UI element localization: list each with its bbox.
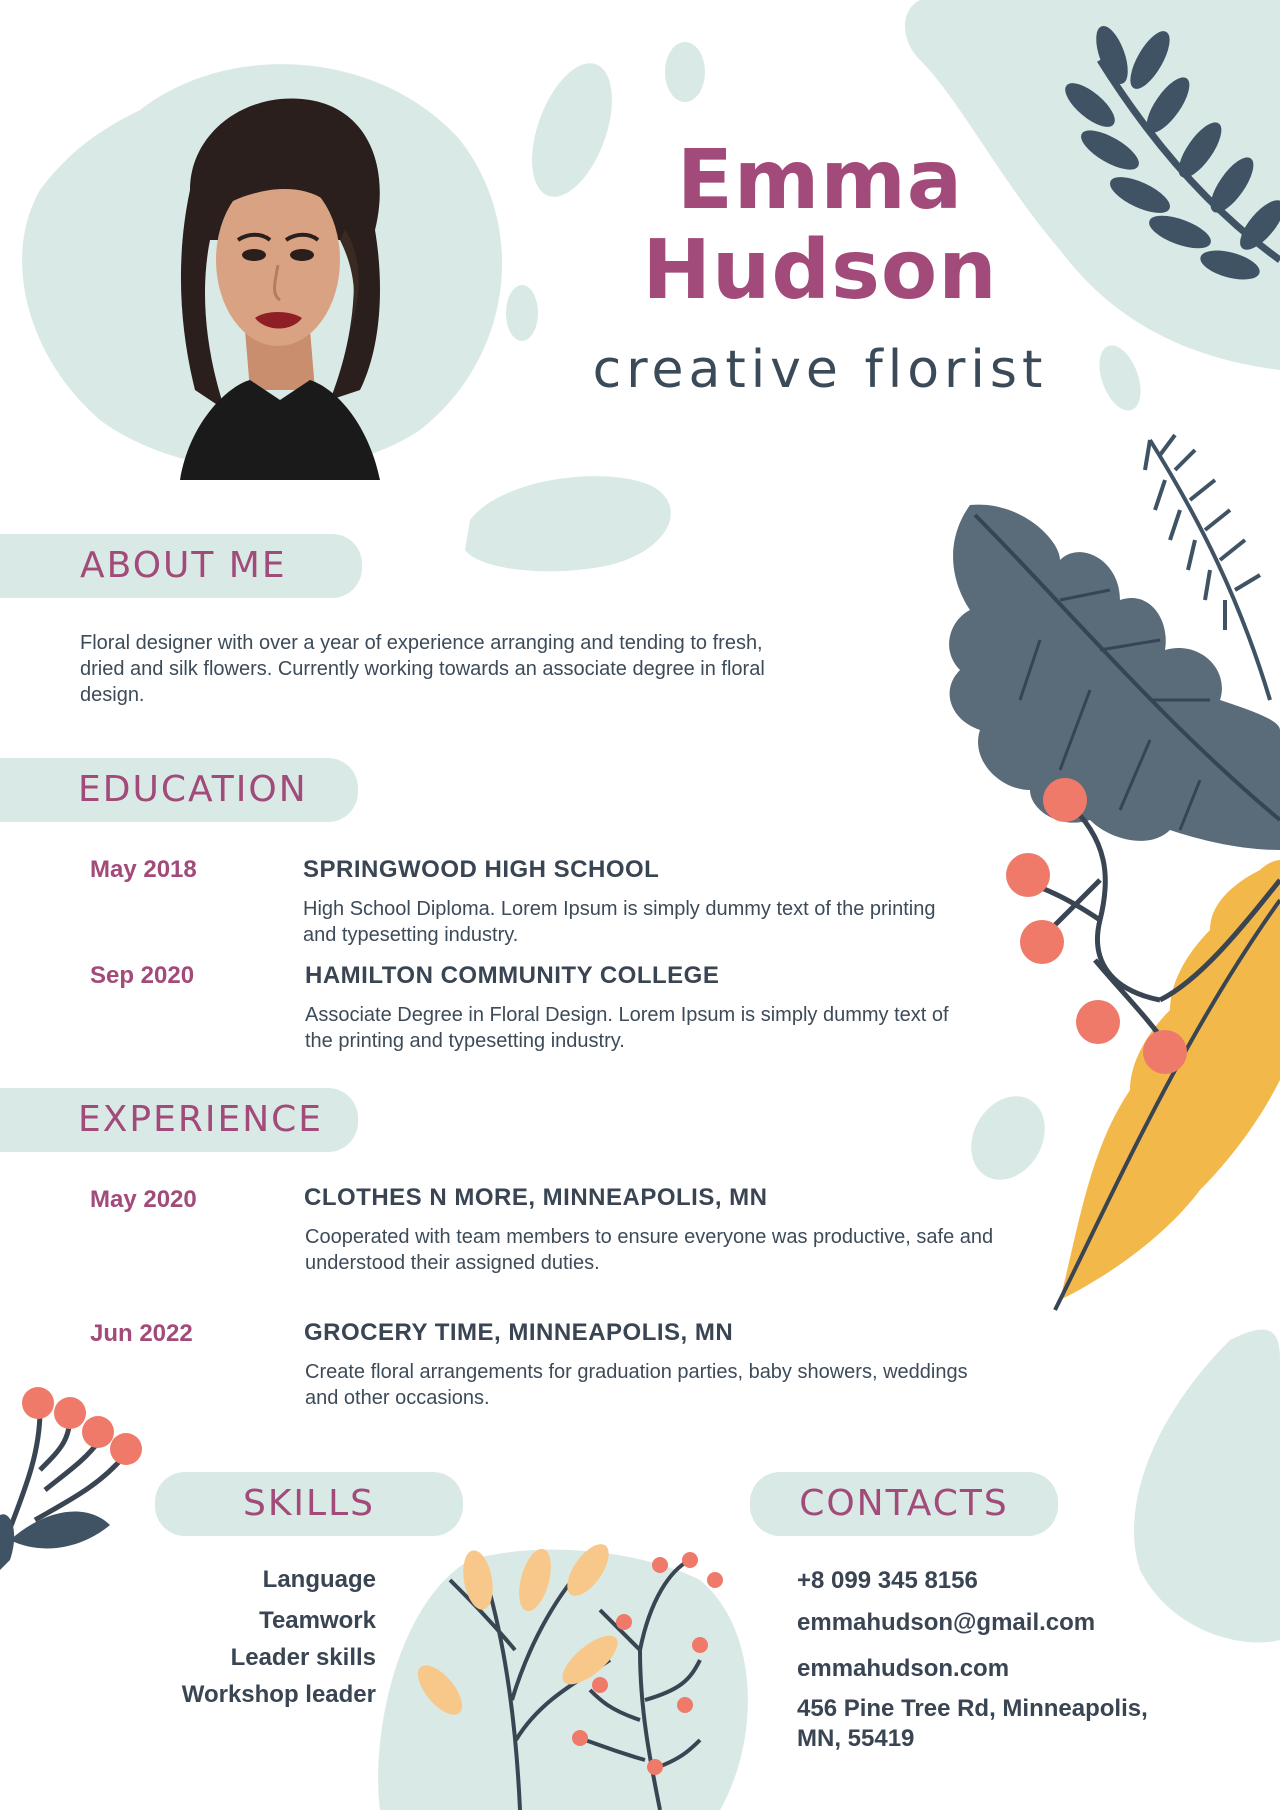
- contacts-heading: CONTACTS: [799, 1483, 1009, 1524]
- contact-website: emmahudson.com: [797, 1655, 1010, 1682]
- education-date-1: May 2018: [90, 856, 197, 883]
- mint-blob-small-4: [1091, 340, 1148, 416]
- contact-address: 456 Pine Tree Rd, Minneapolis, MN, 55419: [797, 1695, 1148, 1752]
- gold-leaf-right: [1055, 860, 1280, 1310]
- skill-item-1: Language: [262, 1566, 376, 1593]
- portrait-photo: [150, 90, 410, 480]
- experience-date-2: Jun 2022: [90, 1320, 193, 1347]
- skill-item-4: Workshop leader: [181, 1681, 376, 1708]
- mint-blob-small-1: [665, 42, 705, 102]
- coral-sprig-bottom-left: [0, 1387, 142, 1570]
- experience-date-1: May 2020: [90, 1186, 197, 1213]
- education-desc-2: Associate Degree in Floral Design. Lorem Ipsum is simply dummy text of the printing and typesetting industry.: [305, 1004, 949, 1052]
- education-date-2: Sep 2020: [90, 962, 195, 989]
- last-name: Hudson: [642, 223, 998, 318]
- experience-heading: EXPERIENCE: [78, 1099, 324, 1140]
- experience-title-1: CLOTHES N MORE, MINNEAPOLIS, MN: [304, 1184, 768, 1211]
- slate-leaf-right: [949, 505, 1280, 850]
- education-title-2: HAMILTON COMMUNITY COLLEGE: [305, 962, 720, 989]
- skill-item-2: Teamwork: [259, 1607, 376, 1634]
- contact-phone: +8 099 345 8156: [797, 1567, 978, 1594]
- skills-heading: SKILLS: [242, 1483, 376, 1524]
- mint-blob-middle: [465, 476, 671, 571]
- contact-email: emmahudson@gmail.com: [797, 1609, 1096, 1636]
- mint-blob-small-5: [957, 1083, 1060, 1193]
- experience-desc-1: Cooperated with team members to ensure everyone was productive, safe and understood their assigned duties.: [305, 1226, 994, 1274]
- mint-blob-small-3: [506, 285, 538, 341]
- mint-blob-bottom-right: [1134, 1330, 1280, 1643]
- first-name: Emma: [676, 133, 964, 228]
- about-heading: ABOUT ME: [80, 545, 287, 586]
- job-title: creative florist: [592, 340, 1048, 400]
- experience-title-2: GROCERY TIME, MINNEAPOLIS, MN: [304, 1319, 734, 1346]
- education-title-1: SPRINGWOOD HIGH SCHOOL: [303, 856, 660, 883]
- education-heading: EDUCATION: [78, 769, 308, 810]
- about-text: Floral designer with over a year of experience arranging and tending to fresh, dried and silk flowers. Currently working towards an associate degree in floral design.: [80, 632, 765, 706]
- skill-item-3: Leader skills: [230, 1644, 376, 1671]
- education-desc-1: High School Diploma. Lorem Ipsum is simply dummy text of the printing and typesetting industry.: [303, 898, 936, 946]
- experience-desc-2: Create floral arrangements for graduation parties, baby showers, weddings and other occasions.: [305, 1361, 968, 1409]
